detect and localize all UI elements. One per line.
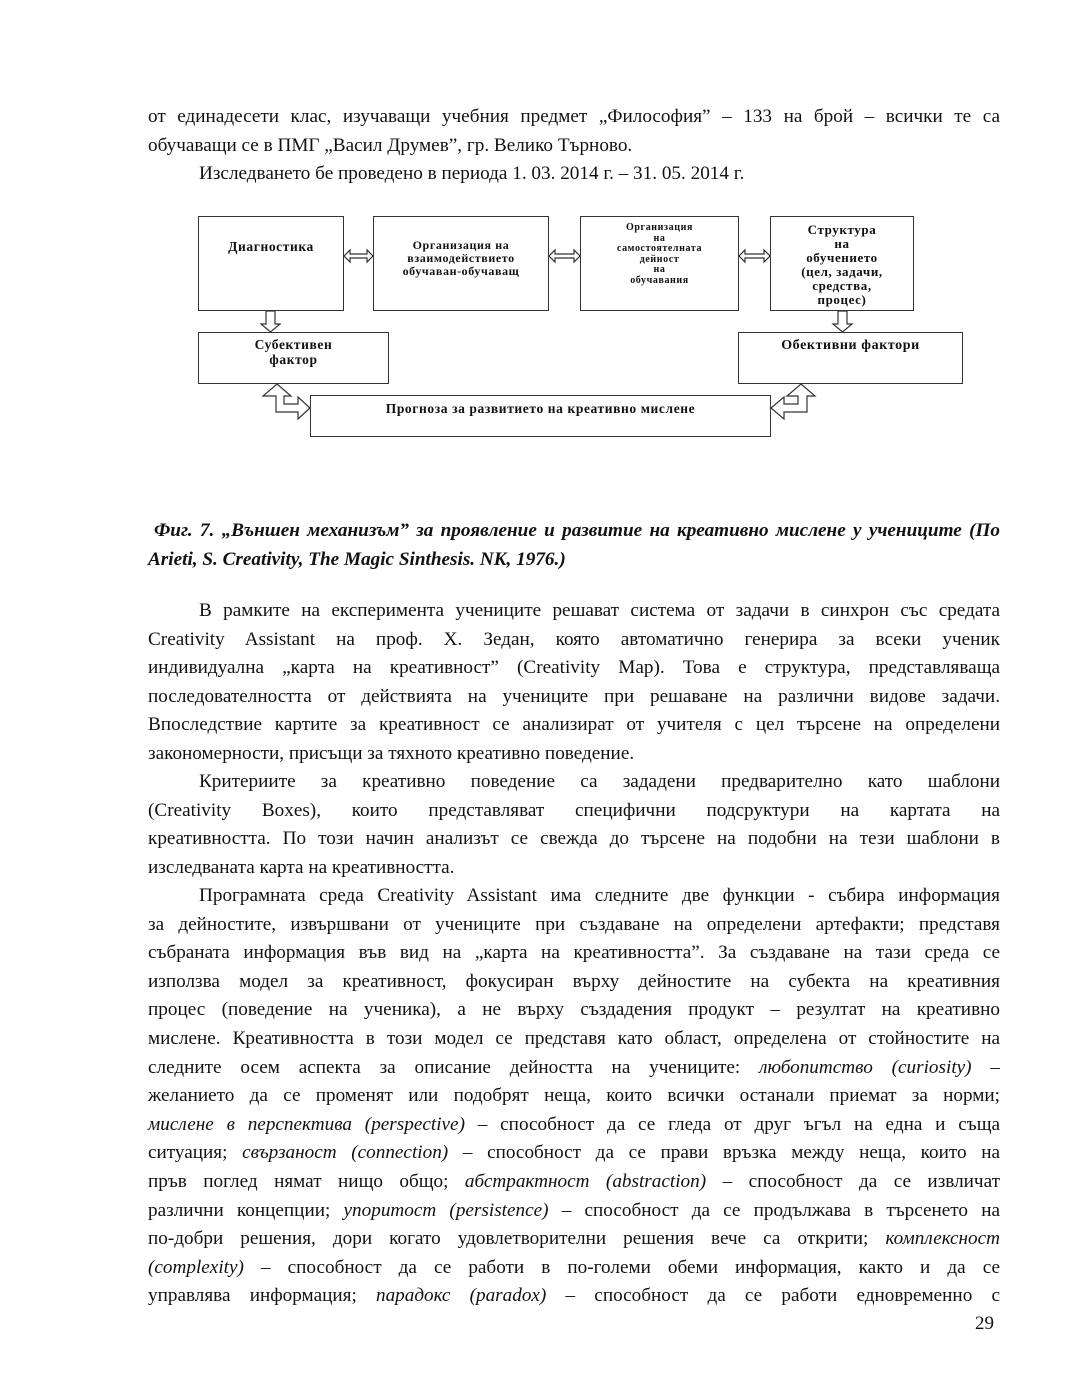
text-line: (complexity) – способност да се работи в по-големи обеми информация, както и да се [148,1256,1000,1278]
text-line: Изследването бе проведено в периода 1. 03. 2014 г. – 31. 05. 2014 г. [199,163,745,185]
text-line: управлява информация; парадокс (paradox) – способност да се работи едновременно с [148,1285,1000,1307]
down-arrow-icon [833,311,852,332]
interaction-organization-box: Организация на взаимодействието обучаван-обучаващ [373,216,549,311]
text-line: ситуация; свързаност (connection) – способност да се прави връзка между неща, които на [148,1142,1001,1164]
text-line: от единадесети клас, изучаващи учебния предмет „Философия” – 133 на брой – всички те са [148,106,1000,127]
text-line: В рамките на експеримента учениците решават система от задачи в синхрон със средата [199,600,1000,621]
text-line: следните осем аспекта за описание дейността на учениците: любопитство (curiosity) – [148,1056,1000,1078]
text-line: мислене в перспектива (perspective) – способност да се гледа от друг ъгъл на една и съща [148,1113,1000,1135]
independent-activity-box: Организация на самостоятелната дейност на обучавания [580,216,739,311]
text-line: по-добри решения, дори когато удовлетворителни решения вече са открити; комплексност [148,1228,1000,1250]
text-line: Програмната среда Creativity Assistant има следните две функции - събира информация [199,885,1000,906]
double-arrow-icon [549,250,580,262]
text-line: пръв поглед нямат нищо общо; абстрактност (abstraction) – способност да се извличат [148,1170,1000,1192]
text-line: Впоследствие картите за креативност се анализират от учителя с цел търсене на определени [148,714,1000,736]
text-line: Creativity Assistant на проф. Х. Зедан, която автоматично генерира за всеки ученик [148,628,1000,650]
text-line: за дейностите, извършвани от учениците при създаване на определени артефакти; представя [148,913,1000,935]
double-arrow-icon [344,250,373,262]
text-line: изследваната карта на креативността. [148,856,455,878]
text-line: мислене. Креативността в този модел се представя като област, определена от стойностите на [148,1027,1000,1049]
learning-structure-box: Структура на обучението (цел, задачи, средства, процес) [770,216,914,311]
text-line: последователността от действията на учениците при решаване на различни видове задачи. [148,685,1000,707]
text-line: индивидуална „карта на креативност” (Creativity Map). Това е структура, представляваща [148,657,1000,679]
bent-double-arrow-icon [771,384,815,419]
creative-thinking-forecast-box: Прогноза за развитието на креативно мислене [310,395,771,437]
bent-double-arrow-icon [263,384,310,419]
subjective-factor-box: Субективен фактор [198,332,389,384]
diagnostics-box: Диагностика [198,216,344,311]
text-line: събраната информация във вид на „карта на креативността”. За създаване на тази среда се [148,942,1000,964]
figure-caption: Фиг. 7. „Външен механизъм” за проявление и развитие на креативно мислене у учениците (По Arieti, S. Creativity, The Magic Sinthesis. NK, 1976.) [148,520,1000,570]
paragraph-software [148,882,1000,1311]
paragraph-experiment [148,597,1000,769]
text-line: закономерности, присъщи за тяхното креативно поведение. [148,742,635,764]
text-line: обучаващи се в ПМГ „Васил Друмев”, гр. Велико Търново. [148,134,633,156]
figure-7-diagram [0,0,1080,460]
page-number: 29 [975,1313,994,1334]
text-line: процес (поведение на ученика), а не върху създадения продукт – резултат на креативно [148,999,1000,1021]
text-line: използва модел за креативност, фокусиран върху дейностите на субекта на креативния [148,970,1000,992]
text-line: креативността. По този начин анализът се свежда до търсене на подобни на тези шаблони в [148,828,1000,850]
objective-factors-box: Обективни фактори [738,332,963,384]
double-arrow-icon [739,250,770,262]
text-line: желанието да се променят или подобрят неща, които всички останали приемат за норми; [148,1085,1000,1107]
down-arrow-icon [261,311,280,332]
paragraph-criteria [148,768,1000,882]
text-line: (Creativity Boxes), които представляват специфични подсруктури на картата на [148,799,1000,821]
text-line: различни концепции; упоритост (persistence) – способност да се продължава в търсенето на [148,1199,1001,1221]
text-line: Критериите за креативно поведение са зададени предварително като шаблони [199,771,1000,792]
